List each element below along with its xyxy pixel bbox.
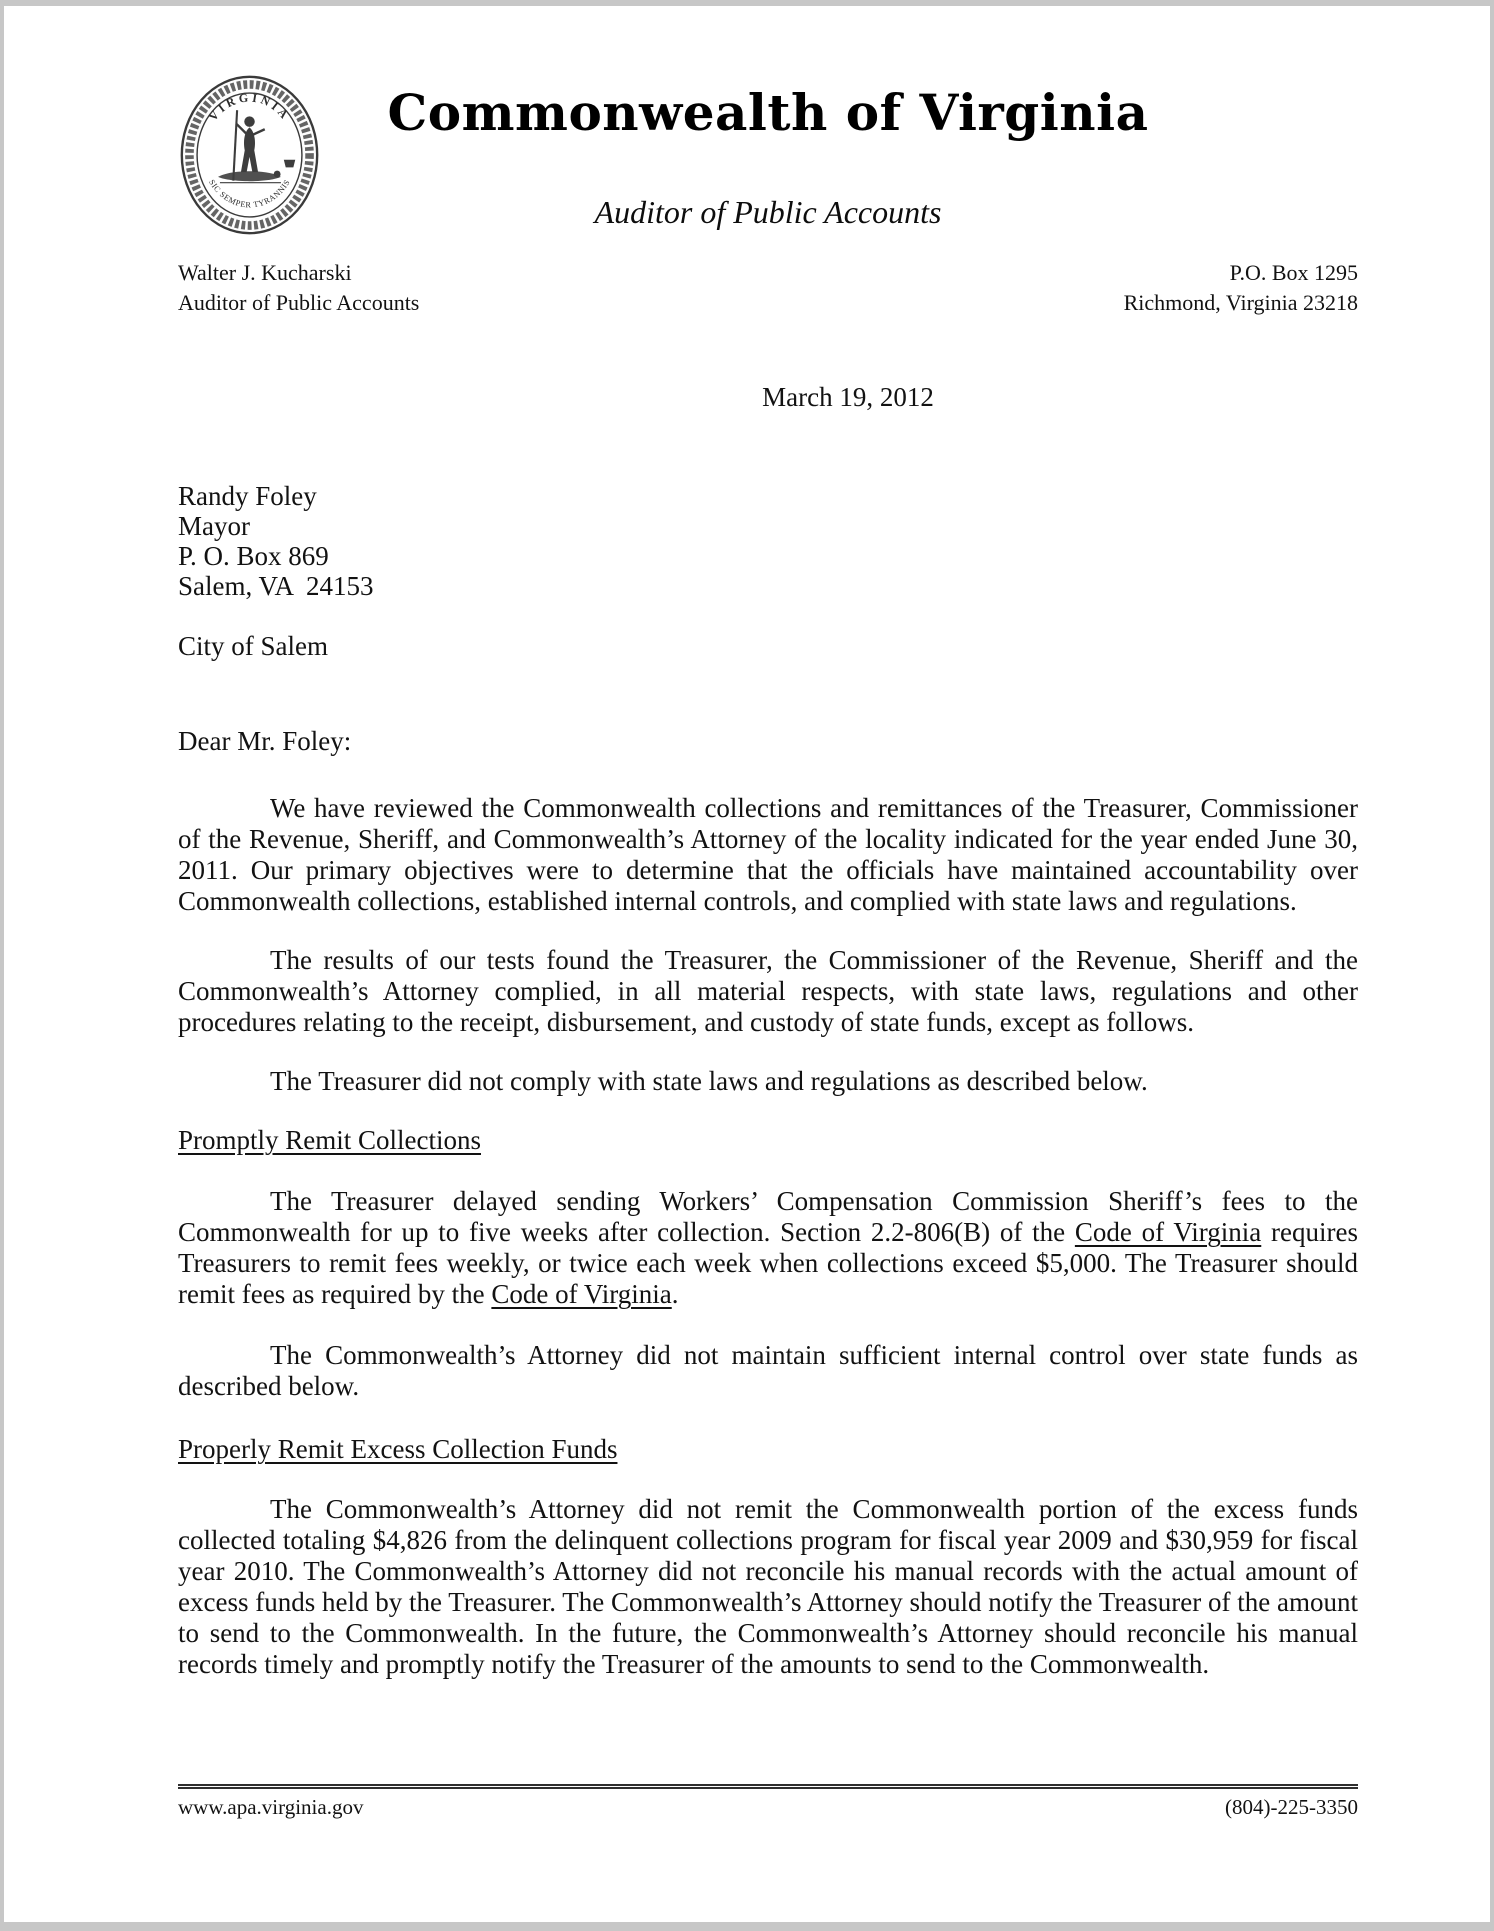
footer-rule bbox=[178, 1784, 1358, 1789]
po-box-line: P.O. Box 1295 bbox=[1229, 260, 1358, 285]
seal-bottom-text: SIC SEMPER TYRANNIS bbox=[207, 177, 292, 210]
footer-website: www.apa.virginia.gov bbox=[178, 1795, 364, 1819]
paragraph-segment: The Treasurer delayed sending Workers’ Compensation Commission Sheriff’s fees to the Commonwealth for up to five weeks after collection. Section 2.2-806(B) of the bbox=[178, 1186, 1358, 1247]
letter-date: March 19, 2012 bbox=[762, 382, 934, 412]
letterhead-info-row bbox=[178, 258, 1358, 318]
recipient-name: Randy Foley bbox=[178, 481, 317, 511]
recipient-city-state-zip: Salem, VA 24153 bbox=[178, 571, 374, 601]
paragraph-properly-remit-excess-funds: The Commonwealth’s Attorney did not remit the Commonwealth portion of the excess funds collected totaling $4,826 from the delinquent collections program for fiscal year 2009 and $30,959 for fiscal year 2010. The Commonwealth’s Attorney did not reconcile his manual records with the actual amount of excess funds held by the Treasurer. The Commonwealth’s Attorney should notify the Treasurer of the amount to send to the Commonwealth. In the future, the Commonwealth’s Attorney should reconcile his manual records timely and promptly notify the Treasurer of the amounts to send to the Commonwealth. bbox=[178, 1494, 1358, 1679]
section-heading-properly-remit-excess-funds: Properly Remit Excess Collection Funds bbox=[178, 1434, 618, 1464]
recipient-po-box: P. O. Box 869 bbox=[178, 541, 329, 571]
code-of-virginia-reference: Code of Virginia bbox=[1074, 1217, 1262, 1247]
header-subtitle: Auditor of Public Accounts bbox=[594, 194, 942, 230]
page-footer bbox=[178, 1784, 1358, 1820]
paragraph-segment: . bbox=[671, 1279, 679, 1309]
footer-phone: (804)-225-3350 bbox=[1225, 1795, 1358, 1819]
letter-content bbox=[4, 80, 1490, 1680]
recipient-title: Mayor bbox=[178, 511, 250, 541]
letterhead-auditor-block bbox=[178, 258, 419, 318]
seal-top-text: VIRGINIA bbox=[205, 90, 294, 124]
auditor-name: Walter J. Kucharski bbox=[178, 260, 352, 285]
letterhead-address-block bbox=[1124, 258, 1358, 318]
paragraph-promptly-remit-collections bbox=[178, 1186, 1358, 1310]
footer-row bbox=[178, 1794, 1358, 1820]
paragraph-attorney-internal-control: The Commonwealth’s Attorney did not maintain sufficient internal control over state funds as described below. bbox=[178, 1340, 1358, 1401]
recipient-address-block bbox=[178, 481, 1358, 601]
paragraph-test-results: The results of our tests found the Treasurer, the Commissioner of the Revenue, Sheriff and the Commonwealth’s Attorney complied, in all material respects, with state laws, regulations and other procedures relating to the receipt, disbursement, and custody of state funds, except as follows. bbox=[178, 945, 1358, 1037]
locality-name: City of Salem bbox=[178, 631, 328, 661]
code-of-virginia-reference: Code of Virginia bbox=[491, 1279, 672, 1309]
paragraph-treasurer-noncompliance: The Treasurer did not comply with state laws and regulations as described below. bbox=[270, 1066, 1148, 1096]
page-title: Commonwealth of Virginia bbox=[387, 83, 1149, 142]
section-heading-promptly-remit-collections: Promptly Remit Collections bbox=[178, 1125, 481, 1155]
salutation: Dear Mr. Foley: bbox=[178, 726, 352, 756]
auditor-title: Auditor of Public Accounts bbox=[178, 290, 420, 315]
paragraph-segment: requires Treasurers to remit fees weekly, or twice each week when collections exceed $5,000. The Treasurer should remit fees as required by the bbox=[178, 1217, 1358, 1309]
city-state-zip-line: Richmond, Virginia 23218 bbox=[1123, 290, 1358, 315]
paragraph-review-scope: We have reviewed the Commonwealth collections and remittances of the Treasurer, Commissioner of the Revenue, Sheriff, and Commonwealth’s Attorney of the locality indicated for the year ended June 30, 2011. Our primary objectives were to determine that the officials have maintained accountability over Commonwealth collections, established internal controls, and complied with state laws and regulations. bbox=[178, 793, 1358, 916]
